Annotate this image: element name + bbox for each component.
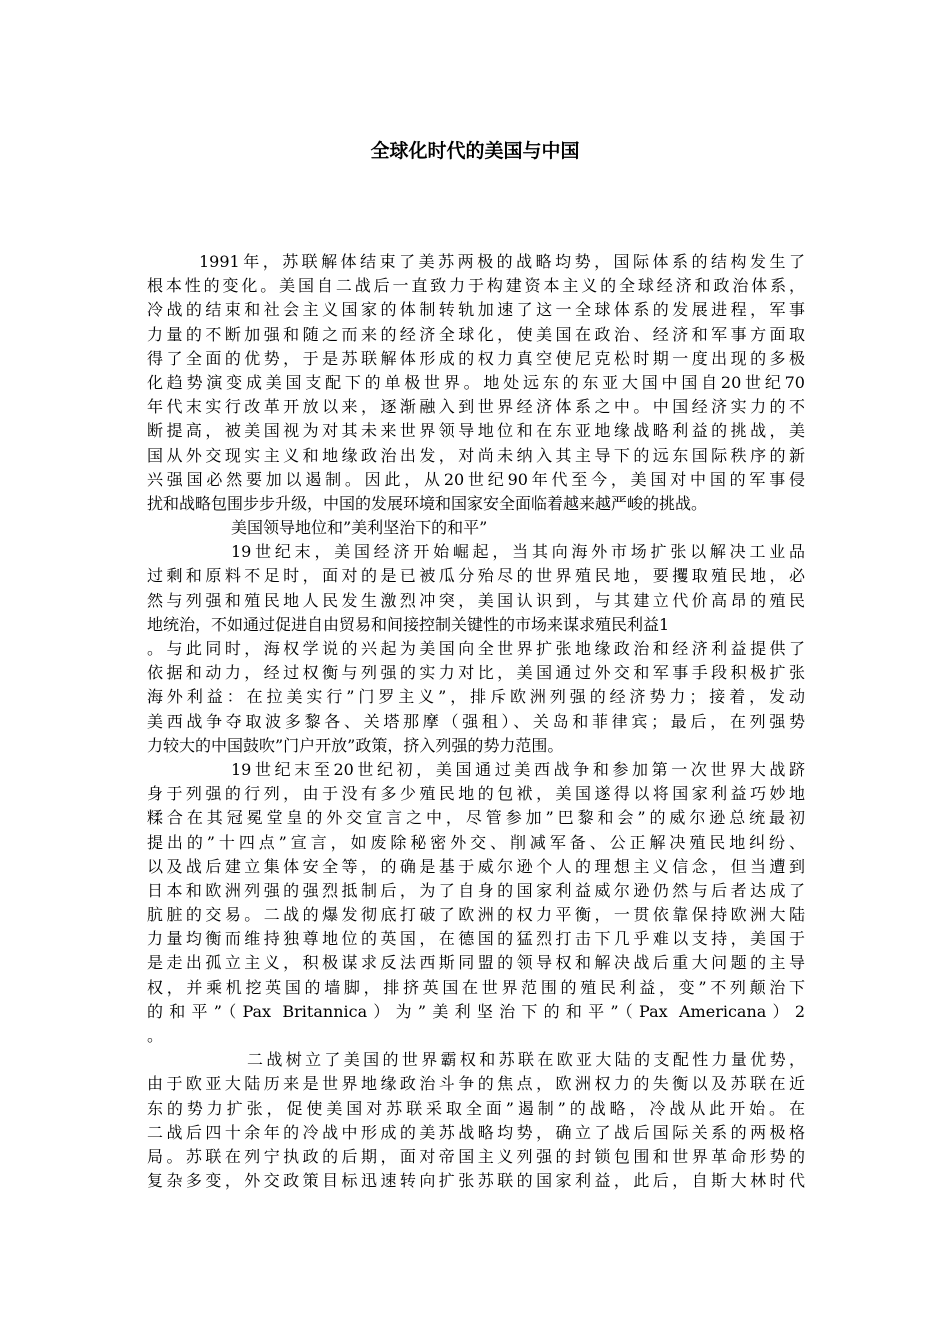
text-line: 日本和欧洲列强的强烈抵制后，为了自身的国家利益威尔逊仍然与后者达成了 bbox=[147, 880, 805, 900]
text-line: 根本性的变化。美国自二战后一直致力于构建资本主义的全球经济和政治体系， bbox=[147, 276, 805, 296]
text-line: 年代末实行改革开放以来，逐渐融入到世界经济体系之中。中国经济实力的不 bbox=[147, 397, 805, 417]
text-line: 依据和动力，经过权衡与列强的实力对比，美国通过外交和军事手段积极扩张 bbox=[147, 663, 805, 683]
text-line: 肮脏的交易。二战的爆发彻底打破了欧洲的权力平衡，一贯依靠保持欧洲大陆 bbox=[147, 905, 805, 925]
text-line: 海外利益：在拉美实行”门罗主义”，排斥欧洲列强的经济势力；接着，发动 bbox=[147, 687, 805, 707]
text-line: 过剩和原料不足时，面对的是已被瓜分殆尽的世界殖民地，要攫取殖民地，必 bbox=[147, 566, 805, 586]
document-title: 全球化时代的美国与中国 bbox=[370, 140, 580, 162]
text-line: 二战树立了美国的世界霸权和苏联在欧亚大陆的支配性力量优势， bbox=[247, 1050, 805, 1070]
text-line: 权，并乘机挖英国的墙脚，排挤英国在世界范围的殖民利益，变”不列颠治下 bbox=[147, 977, 805, 997]
text-line: 复杂多变，外交政策目标迅速转向扩张苏联的国家利益，此后，自斯大林时代 bbox=[147, 1171, 805, 1191]
text-line: 由于欧亚大陆历来是世界地缘政治斗争的焦点，欧洲权力的失衡以及苏联在近 bbox=[147, 1074, 805, 1094]
text-line: 然与列强和殖民地人民发生激烈冲突，美国认识到，与其建立代价高昂的殖民 bbox=[147, 590, 805, 610]
text-line: 得了全面的优势，于是苏联解体形成的权力真空使尼克松时期一度出现的多极 bbox=[147, 348, 805, 368]
text-line: 美西战争夺取波多黎各、关塔那摩（强租）、关岛和菲律宾；最后，在列强势 bbox=[147, 711, 805, 731]
text-line: 化趋势演变成美国支配下的单极世界。地处远东的东亚大国中国自20世纪70 bbox=[147, 372, 805, 392]
text-line: 国从外交现实主义和地缘政治出发，对尚未纳入其主导下的远东国际秩序的新 bbox=[147, 445, 805, 465]
document-body bbox=[147, 250, 805, 1193]
text-line: 是走出孤立主义，积极谋求反法西斯同盟的领导权和解决战后重大问题的主导 bbox=[147, 953, 805, 973]
text-line: 兴强国必然要加以遏制。因此，从20世纪90年代至今，美国对中国的军事侵 bbox=[147, 469, 805, 489]
text-line: 提出的”十四点”宣言，如废除秘密外交、削减军备、公正解决殖民地纠纷、 bbox=[147, 832, 805, 852]
text-line: 19世纪末，美国经济开始崛起，当其向海外市场扩张以解决工业品 bbox=[231, 542, 805, 562]
text-line: 19世纪末至20世纪初，美国通过美西战争和参加第一次世界大战跻 bbox=[231, 759, 805, 779]
text-line: 以及战后建立集体安全等，的确是基于威尔逊个人的理想主义信念，但当遭到 bbox=[147, 856, 805, 876]
text-line: 力量的不断加强和随之而来的经济全球化，使美国在政治、经济和军事方面取 bbox=[147, 324, 805, 344]
text-line: 东的势力扩张，促使美国对苏联采取全面”遏制”的战略，冷战从此开始。在 bbox=[147, 1098, 805, 1118]
text-line: 的和平”（Pax Britannica）为”美利坚治下的和平”（Pax Americana）2 bbox=[147, 1001, 805, 1021]
text-line: 地统治，不如通过促进自由贸易和间接控制关键性的市场来谋求殖民利益1 bbox=[147, 614, 670, 634]
text-line: 美国领导地位和”美利坚治下的和平” bbox=[231, 518, 488, 538]
text-line: 。 bbox=[147, 1026, 164, 1045]
text-line: 冷战的结束和社会主义国家的体制转轨加速了这一全球体系的发展进程，军事 bbox=[147, 300, 805, 320]
text-line: 1991年，苏联解体结束了美苏两极的战略均势，国际体系的结构发生了 bbox=[199, 252, 805, 271]
text-line: 二战后四十余年的冷战中形成的美苏战略均势，确立了战后国际关系的两极格 bbox=[147, 1122, 805, 1142]
text-line: 扰和战略包围步步升级，中国的发展环境和国家安全面临着越来越严峻的挑战。 bbox=[147, 493, 708, 513]
text-line: 身于列强的行列，由于没有多少殖民地的包袱，美国遂得以将国家利益巧妙地 bbox=[147, 784, 805, 804]
text-line: 局。苏联在列宁执政的后期，面对帝国主义列强的封锁包围和世界革命形势的 bbox=[147, 1146, 805, 1166]
text-line: 力较大的中国鼓吹”门户开放”政策，挤入列强的势力范围。 bbox=[147, 735, 564, 755]
text-line: 断提高，被美国视为对其未来世界领导地位和在东亚地缘战略利益的挑战，美 bbox=[147, 421, 805, 441]
text-line: 。与此同时，海权学说的兴起为美国向全世界扩张地缘政治和经济利益提供了 bbox=[147, 639, 805, 658]
text-line: 糅合在其冠冕堂皇的外交宣言之中，尽管参加”巴黎和会”的威尔逊总统最初 bbox=[147, 808, 805, 828]
text-line: 力量均衡而维持独尊地位的英国，在德国的猛烈打击下几乎难以支持，美国于 bbox=[147, 929, 805, 949]
